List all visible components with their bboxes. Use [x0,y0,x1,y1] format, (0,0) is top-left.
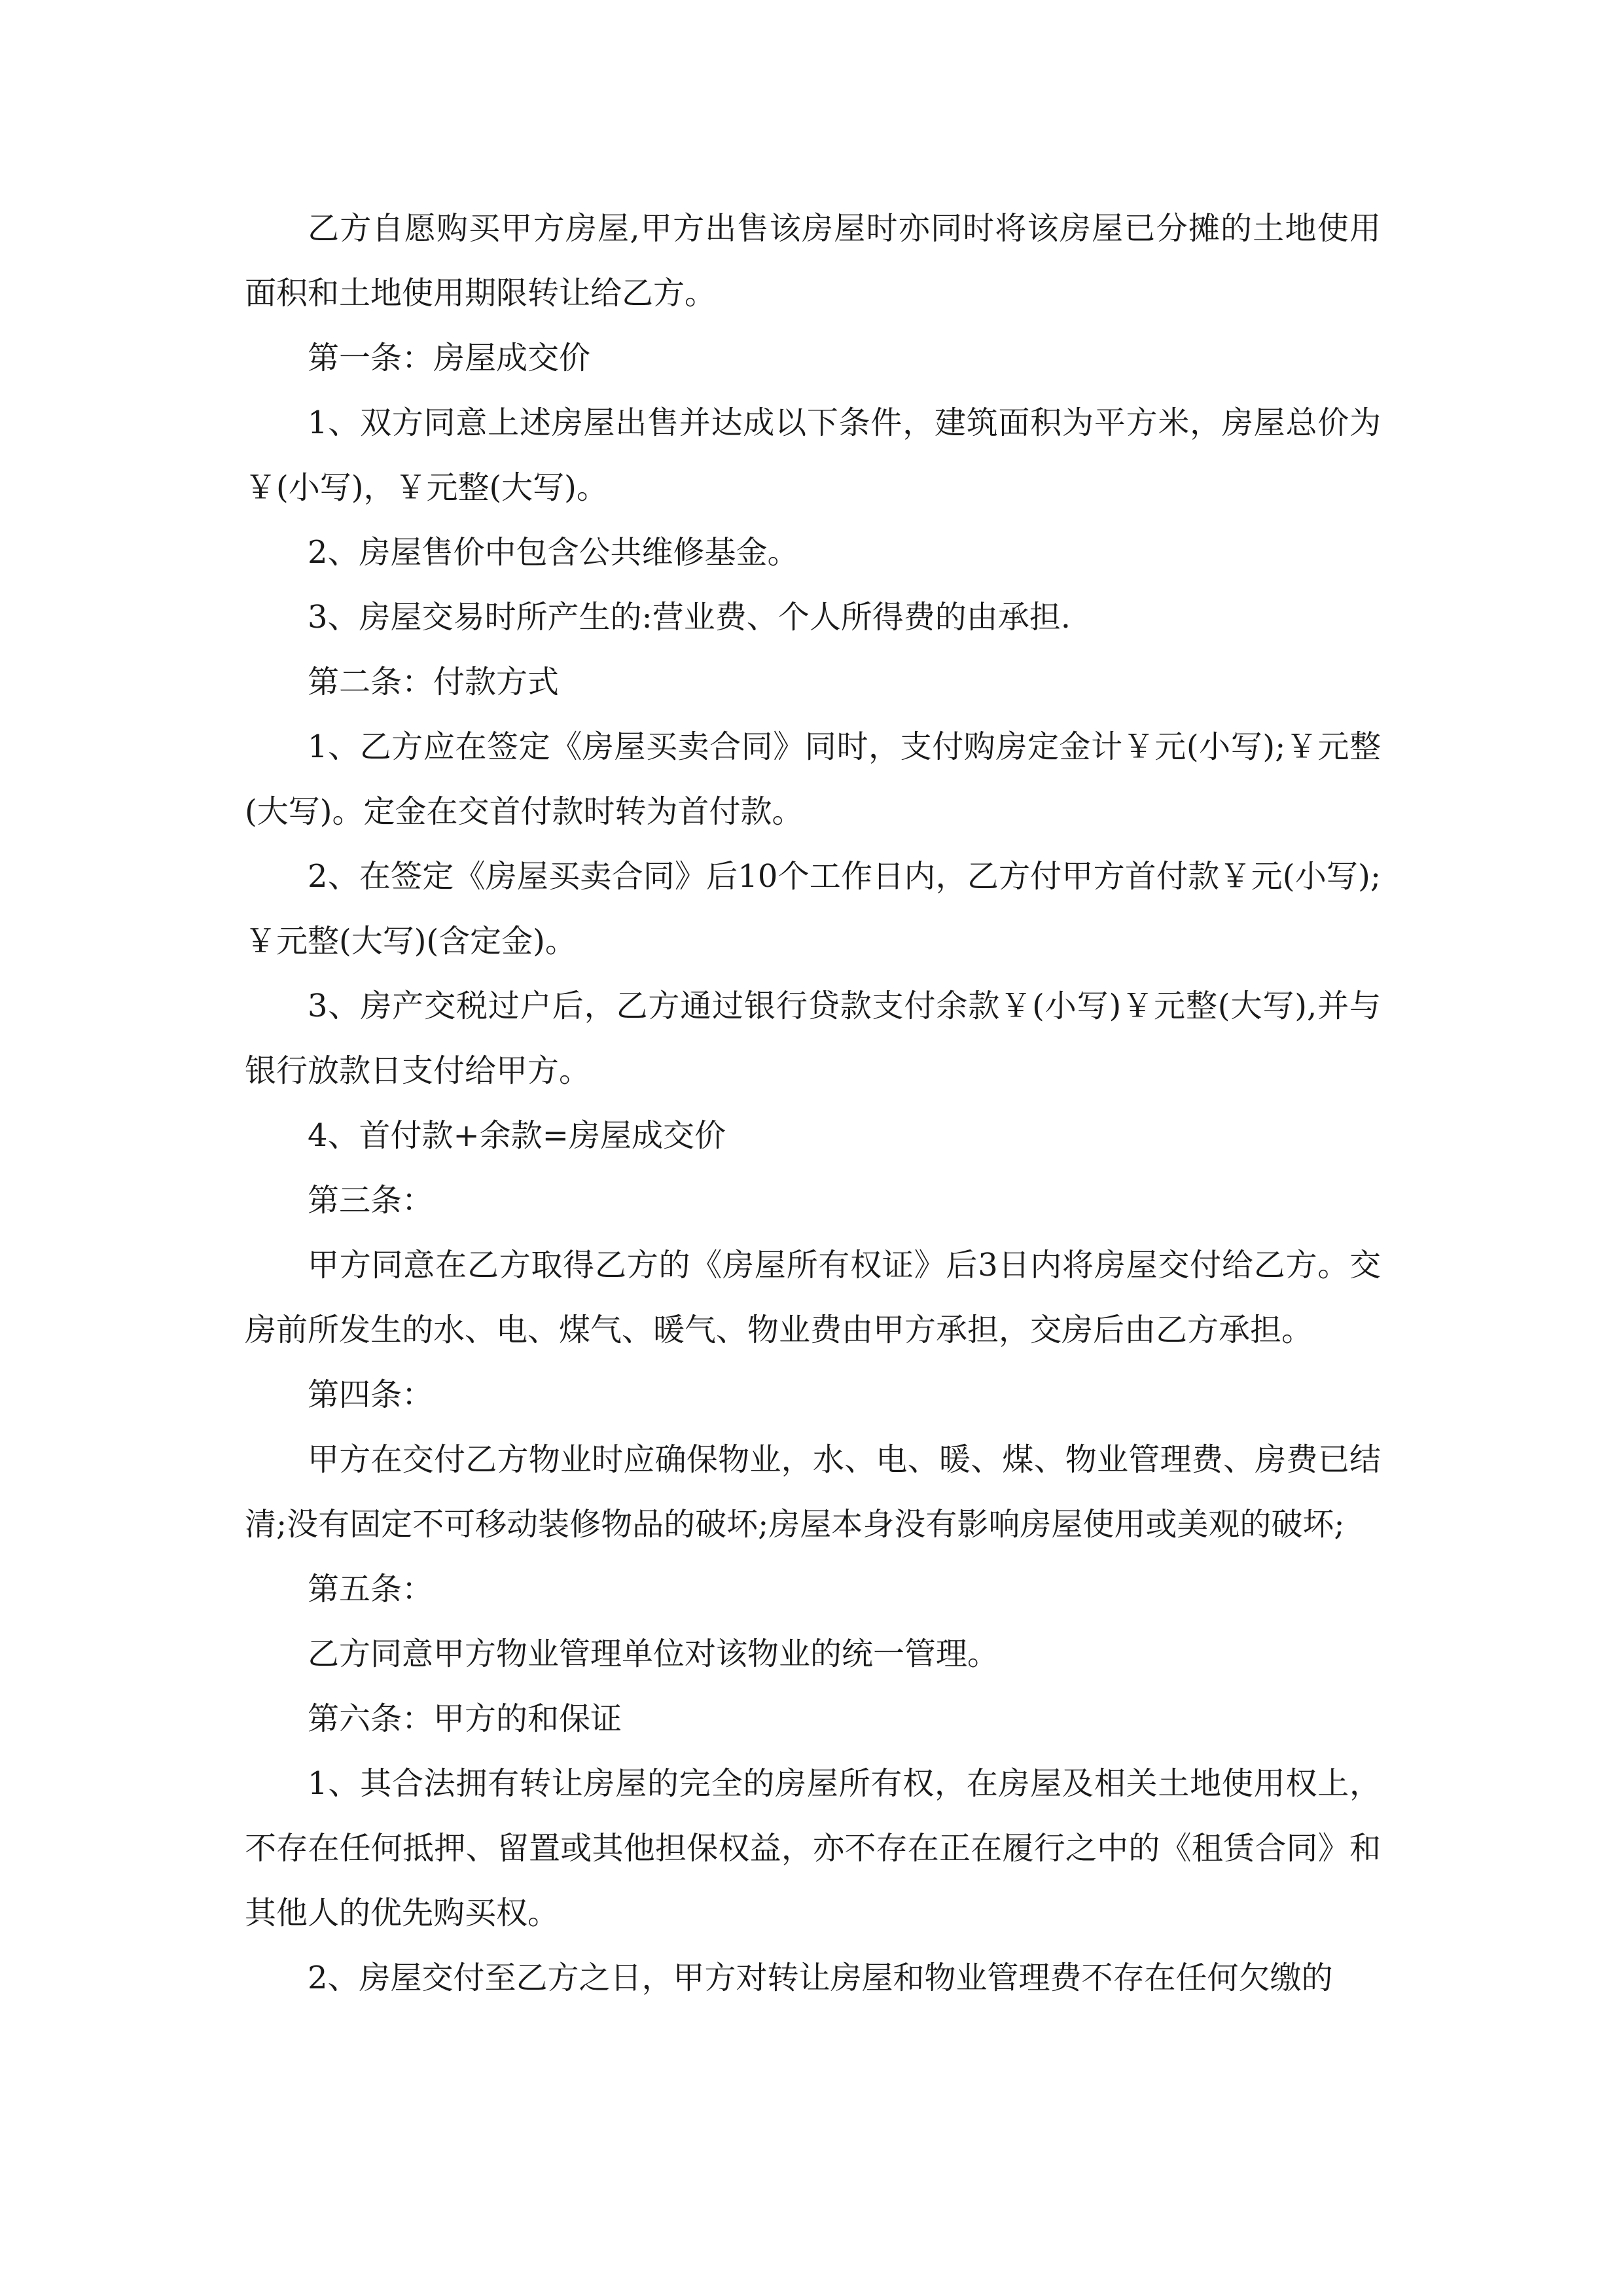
paragraph-article-5-body: 乙方同意甲方物业管理单位对该物业的统一管理。 [308,1636,999,1672]
heading-article-1: 第一条：房屋成交价 [308,340,591,376]
heading-article-3: 第三条： [308,1182,434,1219]
paragraph-article-1-item-2: 2、房屋售价中包含公共维修基金。 [308,534,799,571]
paragraph-article-2-item-2: 2、在签定《房屋买卖合同》后10个工作日内，乙方付甲方首付款￥元(小写);￥元整(大写)(含定金)。 [245,858,1381,960]
heading-article-5: 第五条： [308,1571,434,1607]
paragraph-article-2-item-3: 3、房产交税过户后，乙方通过银行贷款支付余款￥(小写)￥元整(大写),并与银行放款日支付给甲方。 [245,988,1381,1089]
paragraph-article-2-item-1: 1、乙方应在签定《房屋买卖合同》同时，支付购房定金计￥元(小写);￥元整(大写)。定金在交首付款时转为首付款。 [245,728,1381,830]
paragraph-intro: 乙方自愿购买甲方房屋,甲方出售该房屋时亦同时将该房屋已分摊的土地使用面积和土地使用期限转让给乙方。 [245,210,1381,312]
heading-article-2: 第二条：付款方式 [308,664,560,700]
heading-article-6: 第六条：甲方的和保证 [308,1700,622,1737]
paragraph-article-3-body: 甲方同意在乙方取得乙方的《房屋所有权证》后3日内将房屋交付给乙方。交房前所发生的水、电、煤气、暖气、物业费由甲方承担，交房后由乙方承担。 [245,1247,1381,1348]
paragraph-article-6-item-2: 2、房屋交付至乙方之日，甲方对转让房屋和物业管理费不存在任何欠缴的 [308,1960,1333,1996]
heading-article-4: 第四条： [308,1376,434,1413]
paragraph-article-1-item-1: 1、双方同意上述房屋出售并达成以下条件，建筑面积为平方米，房屋总价为￥(小写)，￥元整(大写)。 [245,404,1381,506]
paragraph-article-6-item-1: 1、其合法拥有转让房屋的完全的房屋所有权，在房屋及相关土地使用权上，不存在任何抵押、留置或其他担保权益，亦不存在正在履行之中的《租赁合同》和其他人的优先购买权。 [245,1765,1381,1931]
document-body [245,196,1381,2011]
paragraph-article-1-item-3: 3、房屋交易时所产生的:营业费、个人所得费的由承担. [308,599,1071,636]
paragraph-article-4-body: 甲方在交付乙方物业时应确保物业，水、电、暖、煤、物业管理费、房费已结清;没有固定不可移动装修物品的破坏;房屋本身没有影响房屋使用或美观的破坏; [245,1441,1381,1543]
paragraph-article-2-item-4: 4、首付款+余款=房屋成交价 [308,1117,726,1154]
